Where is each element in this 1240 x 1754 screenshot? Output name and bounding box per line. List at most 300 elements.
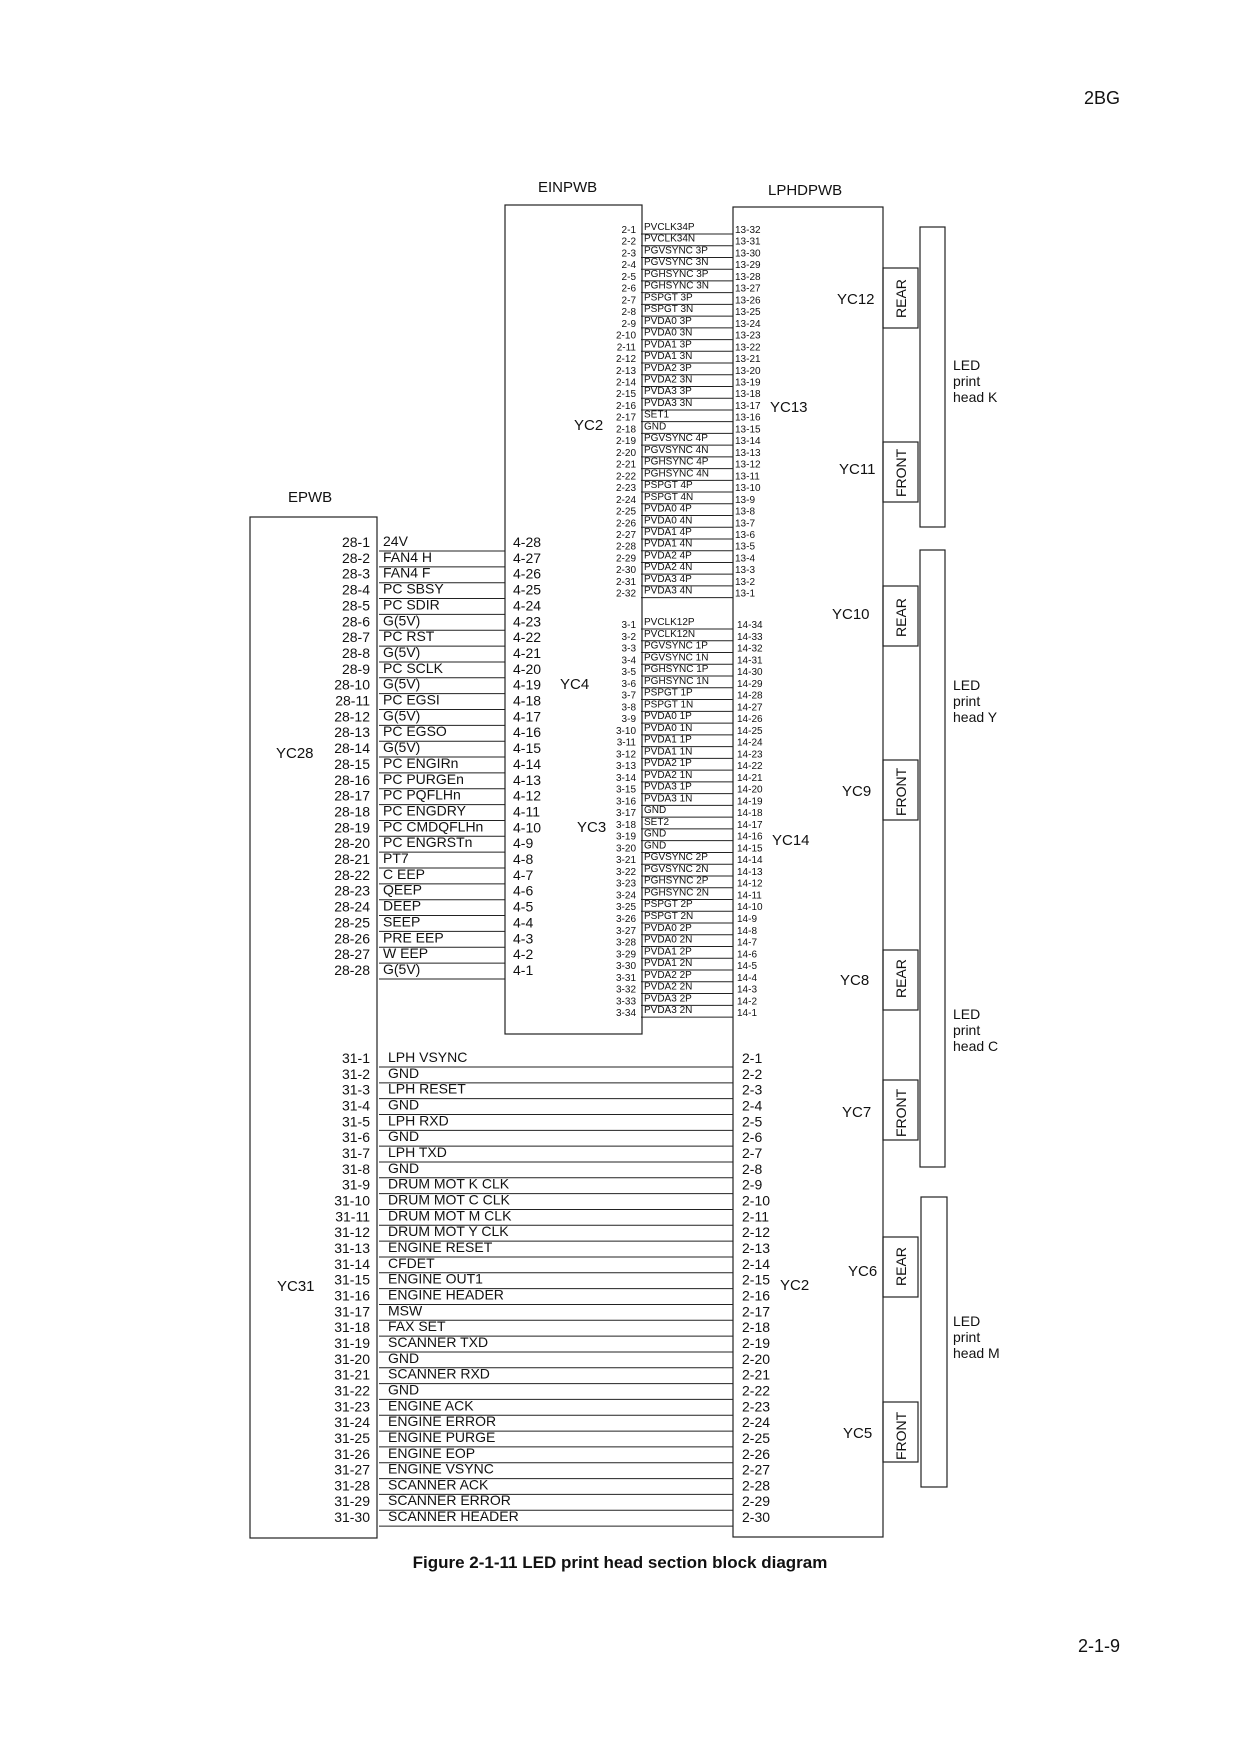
yc3-yc14-signal-name: PGHSYNC 1N: [644, 675, 710, 687]
yc2-yc13-left-pin: 2-24: [615, 494, 636, 506]
yc28-yc4-signal-name: G(5V): [383, 612, 421, 629]
svg-text:head M: head M: [953, 1345, 1000, 1361]
yc31-yc2-signal-name: SCANNER HEADER: [388, 1508, 519, 1525]
yc31-yc2-left-pin: 31-27: [334, 1461, 370, 1478]
yc31-yc2-right-pin: 2-11: [742, 1208, 769, 1225]
yc28-yc4-wire: [334, 898, 533, 916]
yc2-yc13-left-pin: 2-23: [615, 483, 636, 495]
yc31-yc2-signal-name: ENGINE PURGE: [388, 1428, 496, 1445]
yc28-yc4-signal-name: G(5V): [383, 739, 421, 756]
yc28-yc4-left-pin: 28-20: [334, 835, 370, 852]
yc3-yc14-left-pin: 3-4: [621, 655, 636, 667]
yc28-yc4-right-pin: 4-4: [513, 914, 534, 931]
yc3-yc14-wire: [616, 817, 763, 831]
yc31-yc2-right-pin: 2-2: [742, 1065, 763, 1082]
svg-text:LED: LED: [953, 677, 981, 693]
yc31-yc2-right-pin: 2-13: [742, 1239, 771, 1256]
yc28-yc4-signal-name: PRE EEP: [383, 929, 444, 946]
yc31-yc2-signal-name: LPH RXD: [388, 1112, 449, 1129]
yc2-yc13-right-pin: 13-16: [735, 412, 761, 424]
yc28-yc4-left-pin: 28-18: [334, 803, 370, 820]
yc31-yc2-signal-name: FAX SET: [388, 1318, 446, 1335]
yc2-yc13-right-pin: 13-32: [735, 225, 761, 236]
yc2-yc13-left-pin: 2-6: [621, 283, 636, 295]
svg-text:print: print: [953, 1022, 981, 1038]
yc28-yc4-right-pin: 4-1: [513, 961, 534, 978]
yc28-yc4-signal-name: QEEP: [383, 881, 422, 898]
yc31-yc2-right-pin: 2-3: [742, 1081, 763, 1098]
yc31-yc2-signal-name: LPH RESET: [388, 1080, 466, 1097]
yc3-yc14-right-pin: 14-3: [737, 984, 758, 996]
yc31-yc2-signal-name: ENGINE RESET: [388, 1238, 493, 1255]
svg-text:print: print: [953, 693, 981, 709]
led-head-c-label: [953, 1006, 998, 1054]
yc2-yc13-left-pin: 2-29: [615, 553, 636, 565]
yc3-yc14-left-pin: 3-32: [615, 984, 636, 996]
yc3-yc14-right-pin: 14-13: [737, 866, 763, 878]
led-head-k-box: [920, 227, 945, 527]
yc3-yc14-left-pin: 3-21: [615, 855, 636, 867]
svg-text:LED: LED: [953, 1006, 981, 1022]
yc12-rear-label: REAR: [893, 279, 909, 318]
yc2-yc13-right-pin: 13-4: [735, 553, 756, 565]
yc28-yc4-wire: [342, 628, 541, 646]
yc9-front-label: FRONT: [893, 767, 909, 816]
yc2-yc13-right-pin: 13-3: [735, 565, 756, 577]
yc3-yc14-right-pin: 14-22: [737, 761, 763, 773]
svg-text:head Y: head Y: [953, 709, 998, 725]
yc28-yc4-signal-name: PC PURGEn: [383, 770, 464, 787]
yc9-label: YC9: [842, 783, 872, 800]
yc3-yc14-right-pin: 14-26: [737, 714, 763, 726]
yc2-yc13-signal-name: PGHSYNC 4P: [644, 456, 709, 468]
yc2-yc13-right-pin: 13-24: [735, 318, 761, 330]
yc31-yc2-signal-name: ENGINE HEADER: [388, 1286, 504, 1303]
led-head-m-label: [953, 1313, 1000, 1361]
yc2-yc13-left-pin: 2-13: [615, 365, 636, 377]
yc3-yc14-left-pin: 3-15: [615, 784, 636, 796]
yc28-yc4-right-pin: 4-23: [513, 613, 542, 630]
yc28-yc4-left-pin: 28-5: [341, 597, 370, 614]
yc31-yc2-wire: [334, 1508, 770, 1526]
yc31-yc2-right-pin: 2-4: [742, 1097, 763, 1114]
yc28-yc4-left-pin: 28-19: [334, 819, 370, 836]
lphdpwb-label: LPHDPWB: [768, 182, 843, 199]
yc31-yc2-right-pin: 2-27: [742, 1461, 771, 1478]
yc2-yc13-signal-name: SET1: [644, 409, 670, 421]
yc28-yc4-signal-name: PC CMDQFLHn: [383, 818, 484, 835]
yc2-yc13-left-pin: 2-5: [621, 271, 636, 283]
yc3-yc14-left-pin: 3-17: [615, 808, 636, 820]
yc7-front-label: FRONT: [893, 1088, 909, 1137]
yc31-yc2-signal-name: DRUM MOT C CLK: [388, 1191, 510, 1208]
yc28-yc4-right-pin: 4-19: [513, 676, 542, 693]
yc2-yc13-left-pin: 2-9: [621, 318, 636, 330]
yc28-yc4-signal-name: G(5V): [383, 707, 421, 724]
yc31-yc2-signal-name: GND: [388, 1096, 420, 1113]
yc28-yc4-right-pin: 4-28: [513, 534, 542, 550]
yc2-yc13-left-pin: 2-15: [615, 389, 636, 401]
yc3-yc14-right-pin: 14-8: [737, 925, 758, 937]
yc2-yc13-left-pin: 2-11: [616, 342, 636, 354]
yc2-yc13-signal-name: PGVSYNC 4P: [644, 433, 708, 445]
yc2-yc13-left-pin: 2-2: [621, 236, 636, 248]
yc3-yc14-signal-name: PGHSYNC 2P: [644, 875, 709, 887]
yc28-yc4-right-pin: 4-9: [513, 835, 534, 852]
yc31-yc2-signal-name: ENGINE VSYNC: [388, 1460, 494, 1477]
yc3-yc14-left-pin: 3-12: [615, 749, 636, 761]
yc2-yc13-left-pin: 2-22: [615, 471, 636, 483]
yc28-yc4-signal-name: PC ENGRSTn: [383, 834, 473, 851]
yc2-yc13-wires: [616, 222, 761, 600]
yc2-yc13-signal-name: PVDA3 4N: [644, 585, 693, 597]
yc28-yc4-wire: [334, 882, 533, 900]
yc28-yc4-right-pin: 4-6: [513, 882, 534, 899]
yc31-yc2-signal-name: LPH VSYNC: [388, 1049, 468, 1065]
yc3-yc14-right-pin: 14-33: [737, 631, 763, 643]
yc31-yc2-left-pin: 31-9: [341, 1176, 370, 1193]
yc2-lphdpwb-label: YC2: [780, 1277, 810, 1294]
yc3-yc14-right-pin: 14-7: [737, 937, 758, 949]
yc31-yc2-signal-name: CFDET: [388, 1254, 435, 1271]
svg-text:head C: head C: [953, 1038, 999, 1054]
yc5-label: YC5: [843, 1425, 873, 1442]
yc28-yc4-left-pin: 28-13: [334, 724, 370, 741]
yc28-yc4-signal-name: C EEP: [383, 865, 426, 882]
yc31-yc2-right-pin: 2-1: [742, 1050, 763, 1066]
yc28-yc4-signal-name: PC EGSO: [383, 723, 447, 740]
svg-text:print: print: [953, 1329, 981, 1345]
yc2-yc13-right-pin: 13-11: [735, 471, 760, 483]
svg-text:LED: LED: [953, 1313, 981, 1329]
yc3-yc14-left-pin: 3-1: [621, 620, 636, 631]
yc3-yc14-left-pin: 3-10: [615, 725, 636, 737]
yc3-yc14-signal-name: SET2: [644, 816, 670, 828]
yc3-yc14-right-pin: 14-16: [737, 831, 763, 843]
yc3-yc14-left-pin: 3-23: [615, 878, 636, 890]
yc28-yc4-left-pin: 28-14: [334, 740, 370, 757]
yc3-yc14-right-pin: 14-32: [737, 643, 763, 655]
yc2-einpwb-label: YC2: [574, 417, 604, 434]
yc31-yc2-signal-name: SCANNER TXD: [388, 1333, 489, 1350]
yc2-yc13-right-pin: 13-23: [735, 330, 761, 342]
yc31-yc2-right-pin: 2-18: [742, 1319, 771, 1336]
yc28-yc4-left-pin: 28-21: [334, 851, 370, 867]
yc3-yc14-right-pin: 14-29: [737, 678, 763, 690]
yc28-label: YC28: [276, 745, 314, 762]
yc31-yc2-left-pin: 31-5: [341, 1113, 370, 1130]
yc28-yc4-signal-name: 24V: [383, 533, 408, 549]
yc28-yc4-wire: [342, 533, 541, 551]
yc2-yc13-left-pin: 2-10: [615, 330, 636, 342]
led-head-y-box: [920, 550, 945, 1167]
yc28-yc4-signal-name: PC PQFLHn: [383, 786, 461, 803]
led-head-y-label: [953, 677, 998, 725]
yc3-yc14-signal-name: PVDA2 2P: [644, 969, 692, 981]
yc3-yc14-left-pin: 3-16: [615, 796, 636, 808]
yc3-yc14-right-pin: 14-34: [737, 620, 763, 631]
yc2-yc13-right-pin: 13-20: [735, 365, 761, 377]
yc31-yc2-left-pin: 31-15: [334, 1271, 370, 1288]
yc28-yc4-left-pin: 28-27: [334, 946, 370, 963]
yc31-yc2-right-pin: 2-29: [742, 1493, 771, 1510]
yc31-yc2-wires: [334, 1049, 770, 1526]
yc2-yc13-left-pin: 2-12: [615, 354, 636, 366]
yc28-yc4-right-pin: 4-14: [513, 755, 542, 772]
yc28-yc4-signal-name: G(5V): [383, 960, 421, 977]
yc31-yc2-left-pin: 31-26: [334, 1445, 370, 1462]
einpwb-label: EINPWB: [538, 179, 598, 196]
yc3-yc14-right-pin: 14-17: [737, 819, 763, 831]
yc3-yc14-right-pin: 14-9: [737, 914, 758, 925]
page-code: 2BG: [1084, 88, 1121, 108]
yc2-yc13-signal-name: PVCLK34N: [644, 233, 696, 245]
yc10-label: YC10: [832, 606, 870, 623]
yc2-yc13-signal-name: PVCLK34P: [644, 222, 695, 233]
yc3-yc14-signal-name: PGVSYNC 2P: [644, 852, 708, 864]
yc2-yc13-wire: [616, 586, 755, 600]
yc2-yc13-signal-name: PVDA2 4N: [644, 562, 693, 574]
yc28-yc4-wire: [334, 945, 533, 963]
yc31-yc2-right-pin: 2-30: [742, 1509, 771, 1526]
yc2-yc13-right-pin: 13-28: [735, 271, 761, 283]
yc11-label: YC11: [839, 461, 876, 478]
yc28-yc4-right-pin: 4-20: [513, 660, 542, 677]
yc2-yc13-left-pin: 2-7: [621, 295, 636, 307]
yc31-yc2-left-pin: 31-6: [341, 1129, 370, 1146]
yc2-yc13-signal-name: PVDA3 3N: [644, 397, 693, 409]
yc2-yc13-signal-name: PVDA2 3P: [644, 362, 692, 374]
yc2-yc13-right-pin: 13-30: [735, 248, 761, 260]
yc3-yc14-right-pin: 14-23: [737, 749, 763, 761]
yc2-yc13-signal-name: PGVSYNC 3P: [644, 245, 708, 257]
yc28-yc4-left-pin: 28-12: [334, 708, 370, 725]
yc31-yc2-right-pin: 2-19: [742, 1334, 771, 1351]
svg-text:LED: LED: [953, 357, 981, 373]
yc28-yc4-wires: [334, 533, 541, 979]
yc28-yc4-right-pin: 4-7: [513, 866, 534, 883]
yc3-yc14-signal-name: PVDA1 2N: [644, 958, 693, 970]
yc31-yc2-right-pin: 2-20: [742, 1350, 771, 1367]
yc2-yc13-signal-name: PVDA1 3N: [644, 351, 693, 363]
yc3-yc14-signal-name: PSPGT 1P: [644, 687, 693, 699]
yc3-yc14-wire: [616, 829, 763, 843]
yc4-label: YC4: [560, 676, 590, 693]
yc28-yc4-right-pin: 4-5: [513, 898, 534, 915]
yc28-yc4-signal-name: G(5V): [383, 643, 421, 660]
yc3-yc14-right-pin: 14-11: [737, 890, 762, 902]
yc31-yc2-left-pin: 31-20: [334, 1350, 370, 1367]
yc3-yc14-wire: [616, 1005, 757, 1019]
yc31-yc2-right-pin: 2-9: [742, 1176, 763, 1193]
yc31-yc2-right-pin: 2-22: [742, 1382, 771, 1399]
yc31-yc2-left-pin: 31-13: [334, 1239, 370, 1256]
yc3-yc14-signal-name: PVDA2 2N: [644, 981, 693, 993]
yc3-yc14-wire: [616, 793, 763, 807]
yc28-yc4-left-pin: 28-4: [341, 581, 370, 598]
yc31-yc2-left-pin: 31-22: [334, 1382, 370, 1399]
svg-text:head K: head K: [953, 389, 998, 405]
yc3-yc14-left-pin: 3-30: [615, 961, 636, 973]
yc2-yc13-right-pin: 13-31: [735, 236, 761, 248]
yc3-yc14-left-pin: 3-28: [615, 937, 636, 949]
yc31-yc2-right-pin: 2-26: [742, 1445, 771, 1462]
yc3-yc14-right-pin: 14-14: [737, 855, 763, 867]
yc2-yc13-left-pin: 2-14: [615, 377, 636, 389]
yc28-yc4-left-pin: 28-25: [334, 914, 370, 931]
yc28-yc4-wire: [335, 692, 541, 710]
yc28-yc4-wire: [334, 929, 533, 947]
yc3-yc14-left-pin: 3-25: [615, 902, 636, 914]
yc3-yc14-right-pin: 14-19: [737, 796, 763, 808]
yc28-yc4-right-pin: 4-2: [513, 946, 534, 963]
yc28-yc4-left-pin: 28-23: [334, 882, 370, 899]
yc31-yc2-signal-name: SCANNER RXD: [388, 1365, 490, 1382]
yc3-yc14-right-pin: 14-28: [737, 690, 763, 702]
yc31-yc2-left-pin: 31-16: [334, 1287, 370, 1304]
yc31-yc2-right-pin: 2-5: [742, 1113, 763, 1130]
yc3-yc14-left-pin: 3-5: [621, 667, 636, 679]
yc28-yc4-wire: [342, 581, 541, 599]
yc3-yc14-left-pin: 3-27: [615, 925, 636, 937]
yc28-yc4-wire: [342, 660, 541, 678]
yc28-yc4-signal-name: PC SCLK: [383, 659, 443, 676]
svg-text:print: print: [953, 373, 981, 389]
yc28-yc4-left-pin: 28-15: [334, 755, 370, 772]
yc28-yc4-left-pin: 28-28: [334, 961, 370, 978]
yc2-yc13-signal-name: PSPGT 3N: [644, 304, 694, 316]
yc2-yc13-signal-name: PVDA0 3N: [644, 327, 693, 339]
yc28-yc4-wire: [334, 834, 533, 852]
yc2-yc13-signal-name: PVDA1 4P: [644, 526, 692, 538]
yc2-yc13-right-pin: 13-1: [735, 588, 756, 600]
yc31-yc2-signal-name: GND: [388, 1128, 420, 1145]
yc31-yc2-signal-name: ENGINE OUT1: [388, 1270, 483, 1287]
led-head-m-box: [921, 1197, 947, 1487]
yc2-yc13-signal-name: PVDA2 3N: [644, 374, 693, 386]
yc2-yc13-signal-name: PVDA0 3P: [644, 315, 692, 327]
yc31-yc2-right-pin: 2-25: [742, 1429, 771, 1446]
yc31-yc2-left-pin: 31-3: [341, 1081, 370, 1098]
yc28-yc4-right-pin: 4-18: [513, 692, 542, 709]
yc31-yc2-signal-name: GND: [388, 1064, 420, 1081]
yc28-yc4-left-pin: 28-2: [341, 549, 370, 566]
yc28-yc4-right-pin: 4-16: [513, 724, 542, 741]
figure-caption: Figure 2-1-11 LED print head section block diagram: [412, 1553, 828, 1572]
yc3-yc14-signal-name: PVDA2 1P: [644, 758, 692, 770]
yc28-yc4-left-pin: 28-11: [335, 692, 370, 709]
yc28-yc4-right-pin: 4-12: [513, 787, 542, 804]
yc28-yc4-left-pin: 28-22: [334, 866, 370, 883]
yc28-yc4-right-pin: 4-22: [513, 629, 542, 646]
yc28-yc4-right-pin: 4-25: [513, 581, 542, 598]
yc3-yc14-signal-name: PVDA0 1P: [644, 711, 692, 723]
yc3-yc14-signal-name: GND: [644, 805, 667, 817]
yc3-yc14-right-pin: 14-10: [737, 902, 763, 914]
yc31-yc2-right-pin: 2-15: [742, 1271, 771, 1288]
led-head-k-label: [953, 357, 998, 405]
yc31-yc2-signal-name: DRUM MOT Y CLK: [388, 1223, 509, 1240]
yc31-yc2-left-pin: 31-30: [334, 1509, 370, 1526]
yc3-yc14-left-pin: 3-6: [621, 678, 636, 690]
yc28-yc4-left-pin: 28-7: [341, 629, 370, 646]
yc28-yc4-signal-name: PC SBSY: [383, 580, 444, 597]
yc2-yc13-right-pin: 13-12: [735, 459, 761, 471]
yc31-yc2-signal-name: MSW: [388, 1302, 423, 1319]
yc2-yc13-right-pin: 13-14: [735, 436, 761, 448]
yc3-yc14-signal-name: PSPGT 2P: [644, 899, 693, 911]
yc2-yc13-right-pin: 13-22: [735, 342, 761, 354]
yc3-yc14-signal-name: PGHSYNC 2N: [644, 887, 710, 899]
yc28-yc4-wire: [334, 961, 533, 979]
yc31-yc2-left-pin: 31-8: [341, 1160, 370, 1177]
yc2-yc13-right-pin: 13-25: [735, 307, 761, 319]
yc31-yc2-right-pin: 2-8: [742, 1160, 763, 1177]
yc2-yc13-right-pin: 13-27: [735, 283, 761, 295]
yc28-yc4-right-pin: 4-21: [513, 644, 542, 661]
yc3-yc14-wires: [616, 617, 763, 1019]
yc3-yc14-left-pin: 3-19: [615, 831, 636, 843]
yc3-yc14-signal-name: GND: [644, 828, 667, 840]
yc3-yc14-right-pin: 14-24: [737, 737, 763, 749]
yc3-yc14-left-pin: 3-31: [615, 972, 636, 984]
yc31-yc2-signal-name: ENGINE EOP: [388, 1444, 476, 1461]
yc28-yc4-signal-name: FAN4 H: [383, 548, 433, 565]
yc31-yc2-signal-name: DRUM MOT M CLK: [388, 1207, 512, 1224]
yc2-yc13-signal-name: PGVSYNC 3N: [644, 257, 709, 269]
yc3-yc14-right-pin: 14-21: [737, 772, 763, 784]
yc2-yc13-left-pin: 2-1: [621, 225, 636, 236]
yc2-yc13-right-pin: 13-10: [735, 483, 761, 495]
yc31-yc2-left-pin: 31-10: [334, 1192, 370, 1209]
yc2-yc13-right-pin: 13-13: [735, 447, 761, 459]
yc3-yc14-right-pin: 14-6: [737, 949, 758, 961]
yc3-yc14-left-pin: 3-2: [621, 631, 636, 643]
yc2-yc13-left-pin: 2-19: [615, 436, 636, 448]
yc3-yc14-signal-name: PVDA0 2P: [644, 922, 692, 934]
yc28-yc4-left-pin: 28-17: [334, 787, 370, 804]
yc2-yc13-wire: [616, 398, 761, 412]
yc28-yc4-signal-name: FAN4 F: [383, 564, 431, 581]
yc28-yc4-signal-name: PC SDIR: [383, 596, 440, 613]
yc28-yc4-left-pin: 28-1: [341, 534, 370, 550]
yc28-yc4-right-pin: 4-24: [513, 597, 542, 614]
yc2-yc13-signal-name: PVDA3 4P: [644, 573, 692, 585]
yc2-yc13-signal-name: GND: [644, 421, 667, 433]
yc31-yc2-left-pin: 31-17: [334, 1303, 370, 1320]
yc2-yc13-right-pin: 13-19: [735, 377, 761, 389]
yc31-yc2-signal-name: ENGINE ERROR: [388, 1413, 497, 1430]
yc3-yc14-signal-name: PGVSYNC 1P: [644, 640, 708, 652]
yc28-yc4-right-pin: 4-13: [513, 771, 542, 788]
yc31-yc2-left-pin: 31-23: [334, 1398, 370, 1415]
yc31-yc2-left-pin: 31-28: [334, 1477, 370, 1494]
yc3-yc14-wire: [622, 699, 763, 713]
yc3-yc14-signal-name: PVDA2 1N: [644, 769, 693, 781]
yc28-yc4-left-pin: 28-8: [341, 644, 370, 661]
yc28-yc4-right-pin: 4-11: [513, 803, 540, 820]
yc3-yc14-signal-name: GND: [644, 840, 667, 852]
yc31-yc2-signal-name: SCANNER ACK: [388, 1476, 489, 1493]
yc31-yc2-signal-name: LPH TXD: [388, 1143, 447, 1160]
yc3-yc14-signal-name: PVDA3 2P: [644, 993, 692, 1005]
yc28-yc4-right-pin: 4-8: [513, 851, 534, 867]
yc3-yc14-left-pin: 3-14: [615, 772, 636, 784]
yc3-yc14-left-pin: 3-29: [615, 949, 636, 961]
yc3-yc14-signal-name: PGVSYNC 1N: [644, 652, 709, 664]
yc2-yc13-left-pin: 2-26: [615, 518, 636, 530]
yc31-yc2-left-pin: 31-12: [334, 1224, 370, 1241]
